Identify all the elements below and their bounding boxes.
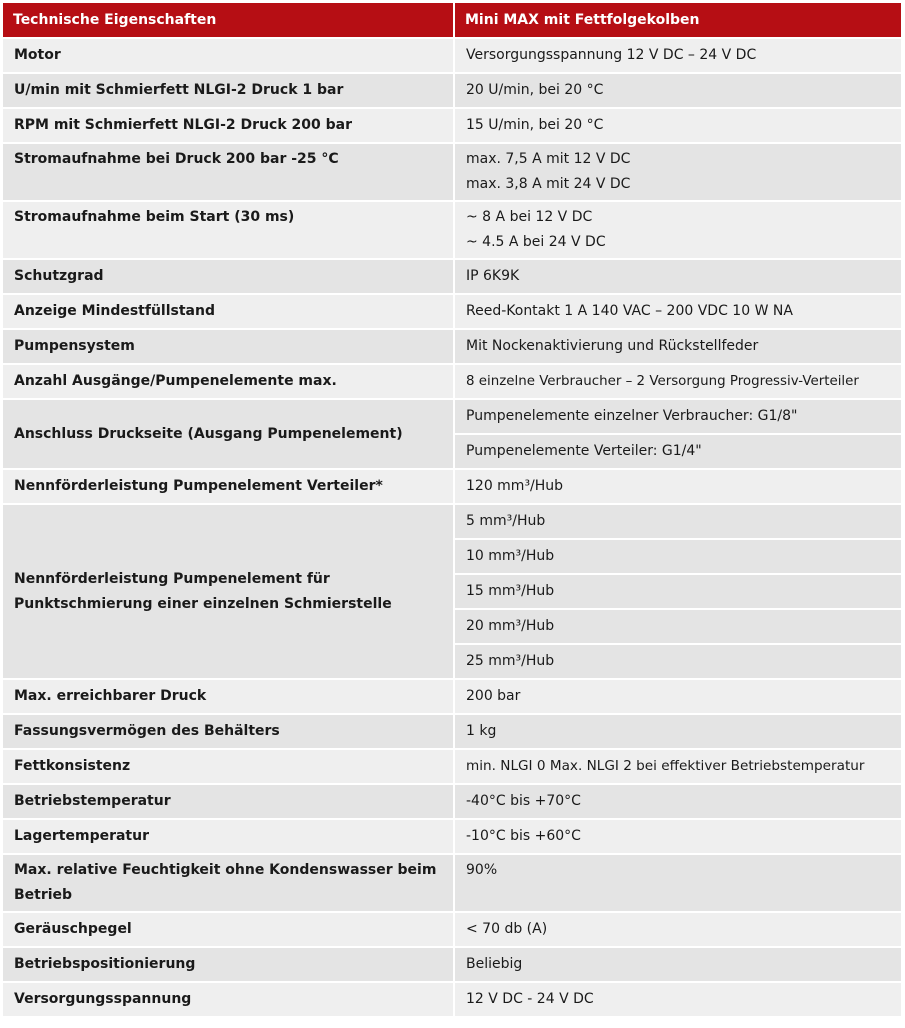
row-value-umin: 20 U/min, bei 20 °C [453,74,901,107]
row-label-geraeuschpegel: Geräuschpegel [3,913,453,946]
row-value-motor: Versorgungsspannung 12 V DC – 24 V DC [453,39,901,72]
value-line: 25 mm³/Hub [455,645,901,678]
row-value-fassung: 1 kg [453,715,901,748]
value-line: max. 3,8 A mit 24 V DC [466,176,631,192]
row-label-anschluss: Anschluss Druckseite (Ausgang Pumpenelement) [3,400,453,468]
row-label-fettkonsistenz: Fettkonsistenz [3,750,453,783]
value-line: Pumpenelemente einzelner Verbraucher: G1/8" [455,400,901,433]
header-mini-max: Mini MAX mit Fettfolgekolben [453,3,901,37]
row-label-max-druck: Max. erreichbarer Druck [3,680,453,713]
value-line: 5 mm³/Hub [455,505,901,538]
value-line: Pumpenelemente Verteiler: G1/4" [455,435,901,468]
row-label-lagertemperatur: Lagertemperatur [3,820,453,853]
value-line: 10 mm³/Hub [455,540,901,573]
row-label-anzahl: Anzahl Ausgänge/Pumpenelemente max. [3,365,453,398]
row-label-betriebstemperatur: Betriebstemperatur [3,785,453,818]
value-line: 15 mm³/Hub [455,575,901,608]
row-value-nennfoerder-verteiler: 120 mm³/Hub [453,470,901,503]
row-label-betriebspositionierung: Betriebspositionierung [3,948,453,981]
row-value-fettkonsistenz: min. NLGI 0 Max. NLGI 2 bei effektiver Betriebstemperatur [453,750,901,783]
row-label-nennfoerder-punkt: Nennförderleistung Pumpenelement für Punktschmierung einer einzelnen Schmierstelle [3,505,453,678]
row-value-stromaufnahme-200bar [453,144,901,200]
row-label-nennfoerder-verteiler: Nennförderleistung Pumpenelement Verteiler* [3,470,453,503]
row-label-anzeige: Anzeige Mindestfüllstand [3,295,453,328]
row-label-schutzgrad: Schutzgrad [3,260,453,293]
row-values-nennfoerder-punkt [453,505,901,678]
row-value-feuchtigkeit: 90% [453,855,901,911]
row-value-lagertemperatur: -10°C bis +60°C [453,820,901,853]
row-label-stromaufnahme-start: Stromaufnahme beim Start (30 ms) [3,202,453,258]
value-line: 20 mm³/Hub [455,610,901,643]
row-value-betriebstemperatur: -40°C bis +70°C [453,785,901,818]
row-label-stromaufnahme-200bar: Stromaufnahme bei Druck 200 bar -25 °C [3,144,453,200]
row-value-anzeige: Reed-Kontakt 1 A 140 VAC – 200 VDC 10 W NA [453,295,901,328]
row-label-pumpensystem: Pumpensystem [3,330,453,363]
row-value-geraeuschpegel: < 70 db (A) [453,913,901,946]
value-line: ~ 8 A bei 12 V DC [466,209,593,225]
row-value-rpm: 15 U/min, bei 20 °C [453,109,901,142]
specs-table [3,3,901,1016]
value-line: ~ 4.5 A bei 24 V DC [466,234,606,250]
row-value-stromaufnahme-start [453,202,901,258]
row-label-motor: Motor [3,39,453,72]
row-value-betriebspositionierung: Beliebig [453,948,901,981]
value-line: max. 7,5 A mit 12 V DC [466,151,631,167]
row-value-anzahl: 8 einzelne Verbraucher – 2 Versorgung Progressiv-Verteiler [453,365,901,398]
row-value-versorgungsspannung: 12 V DC - 24 V DC [453,983,901,1016]
row-label-umin: U/min mit Schmierfett NLGI-2 Druck 1 bar [3,74,453,107]
row-value-schutzgrad: IP 6K9K [453,260,901,293]
row-value-pumpensystem: Mit Nockenaktivierung und Rückstellfeder [453,330,901,363]
row-values-anschluss [453,400,901,468]
header-technische-eigenschaften: Technische Eigenschaften [3,3,453,37]
row-value-max-druck: 200 bar [453,680,901,713]
row-label-rpm: RPM mit Schmierfett NLGI-2 Druck 200 bar [3,109,453,142]
row-label-fassung: Fassungsvermögen des Behälters [3,715,453,748]
row-label-versorgungsspannung: Versorgungsspannung [3,983,453,1016]
row-label-feuchtigkeit: Max. relative Feuchtigkeit ohne Kondenswasser beim Betrieb [3,855,453,911]
